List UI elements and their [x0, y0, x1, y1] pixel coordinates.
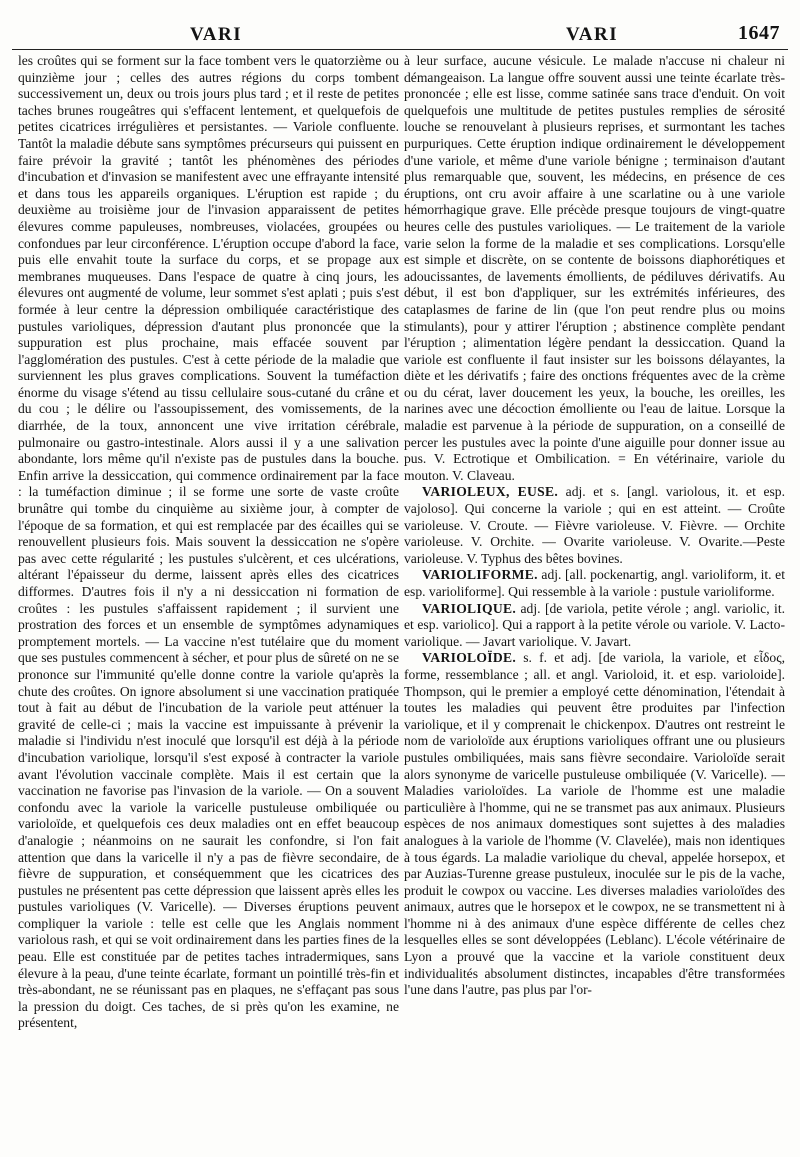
entry-body: s. f. et adj. [de variola, la variole, et εἶδος, forme, ressemblance ; all. et angl. Varioloid, it. et esp. varioloide]. Thompson, qui le premier a employé cette dénomination, l'étendait à toutes les maladies qui peuvent être produites par l'infection variolique, et il y comprenait le chickenpox. D'autres ont restreint le nom de varioloïde aux éruptions varioliques offrant une ou plusieurs pustules ombiliquées, mais sans fièvre secondaire. Varioloïde serait alors synonyme de varicelle pustuleuse ombiliquée (V. Varicelle). — Maladies varioloïdes. La variole de l'homme est une maladie particulière à l'homme, qui ne se transmet pas aux animaux. Plusieurs espèces de nos animaux domestiques sont sujettes à des maladies analogues à la variole de l'homme (V. Clavelée), mais non identiques à tous égards. La maladie variolique du cheval, appelée horsepox, et par Auzias-Turenne grease pustuleux, inoculée sur le pis de la vache, produit le cowpox ou vaccine. Les diverses maladies varioloïdes des animaux, autres que le horsepox et le cowpox, ne se transmettent ni à l'homme ni à des animaux d'une espèce différente de celles chez lesquelles elles se sont développées (Leblanc). L'école vétérinaire de Lyon a prouvé que la vaccine et la variole constituent deux individualités absolument distinctes, incapables d'être transformées l'une dans l'autre, pas plus par l'or- — [404, 650, 785, 998]
running-head-left: VARI — [190, 24, 243, 45]
running-head-right: VARI — [566, 24, 619, 45]
entry-headword: VARIOLIFORME. — [422, 567, 538, 583]
entry-headword: VARIOLEUX, EUSE. — [422, 484, 559, 500]
left-column — [18, 53, 399, 1153]
entry-varioloide — [404, 650, 785, 998]
left-column-text: les croûtes qui se forment sur la face tombent vers le quatorzième ou quinzième jour ; celles des autres régions du corps tombent successivement un, deux ou trois jours plus tard ; et il reste de petites taches brunes rougeâtres qui s'effacent lentement, et quelquefois de petites cicatrices irrégulières et persistantes. — Variole confluente. Tantôt la maladie débute sans symptômes précurseurs qui puissent en faire prévoir la gravité ; tantôt les phénomènes des périodes d'incubation et d'invasion se manifestent avec une effrayante intensité et dans tous les appareils organiques. L'éruption est rapide ; du deuxième au troisième jour de l'invasion apparaissent de petites élevures comme papuleuses, nombreuses, violacées, groupées ou confondues par leur circonférence. L'éruption occupe d'abord la face, puis elle envahit toute la surface du corps, et se propage aux membranes muqueuses. Dans l'espace de quatre à cinq jours, les élevures ont augmenté de volume, leur sommet s'est aplati ; puis s'est formée à leur centre la dépression ombiliquée caractéristique des pustules varioliques, dépression d'autant plus prononcée que la suppuration est plus prochaine, mais effacée souvent par l'agglomération des pustules. C'est à cette période de la maladie que surviennent les plus graves complications. Souvent la tuméfaction énorme du visage s'étend au tissu cellulaire sous-cutané du crâne et du cou ; le délire ou l'assoupissement, des vomissements, de la diarrhée, de la toux, annoncent une vive irritation cérébrale, pulmonaire ou gastro-intestinale. Alors aussi il y a une salivation abondante, lors même qu'il n'existe pas de pustules dans la bouche. Enfin arrive la dessiccation, qui commence ordinairement par la face : la tuméfaction diminue ; il se forme une sorte de vaste croûte brunâtre qui tombe du cinquième au sixième jour, à compter de l'époque de sa formation, et qui est remplacée par des écailles qui se renouvellent plusieurs fois. Mais souvent la dessiccation ne s'opère pas avec cette régularité ; les pustules s'ulcèrent, et ces ulcérations, altérant l'épaisseur du derme, laissent après elles des cicatrices difformes. D'autres fois il n'y a ni dessiccation ni formation de croûtes : les pustules s'affaissent rapidement ; il survient une prostration des forces et un ensemble de symptômes adynamiques promptement mortels. — La vaccine n'est tutélaire que du moment que ses pustules commencent à sécher, et pour plus de sûreté on ne se prononce sur l'immunité qu'elle donne contre la variole qu'après la chute des croûtes. On ignore absolument si une vaccination pratiquée tout à fait au début de l'incubation de la variole peut atténuer la gravité de celle-ci ; mais la vaccine est impuissante à prévenir la maladie si l'individu n'est inoculé que lorsqu'il est déjà à la période d'incubation variolique, lorsqu'il s'est exposé à contracter la variole avant l'évolution vaccinale complète. Mais il est certain que la vaccination ne favorise pas l'invasion de la variole. — On a souvent confondu avec la variole la varicelle pustuleuse ombiliquée ou varioloïde, et quelquefois ces deux maladies ont en effet beaucoup d'analogie ; néanmoins on ne saurait les confondre, si l'on fait attention que dans la varicelle il n'y a pas de fièvre secondaire, de fièvre de suppuration, et conséquemment que les cicatrices des pustules ne présentent pas cette dépression que laissent après elles les pustules varioliques (V. Varicelle). — Diverses éruptions peuvent compliquer la variole : telle est celle que les Anglais nomment variolous rash, et qui se voit ordinairement dans les parties fines de la peau. Elle est constituée par de petites taches intradermiques, sans élevure à la peau, d'une teinte écarlate, formant un pointillé très-fin et très-abondant, ne se réunissant pas en plaques, ne s'effaçant pas sous la pression du doigt. Ces taches, de si près qu'on les examine, ne présentent, — [18, 53, 399, 1031]
entry-varioleux — [404, 484, 785, 567]
right-column — [404, 53, 785, 1153]
header-rule — [12, 49, 788, 50]
entry-body: adj. [all. pockenartig, angl. varioliform, it. et esp. varioliforme]. Qui ressemble à la variole : pustule varioliforme. — [404, 567, 785, 599]
entry-headword: VARIOLOÏDE. — [422, 650, 517, 666]
entry-variolique — [404, 601, 785, 651]
page-number: 1647 — [738, 22, 780, 44]
entry-varioliforme — [404, 567, 785, 600]
entry-body: adj. et s. [angl. variolous, it. et esp. vajoloso]. Qui concerne la variole ; qui en est atteint. — Croûte varioleuse. V. Croute. — Fièvre varioleuse. V. Fièvre. — Orchite varioleuse. V. Orchite. — Ovarite varioleuse. V. Ovarite.—Peste varioleuse. V. Typhus des bêtes bovines. — [404, 484, 785, 566]
entry-headword: VARIOLIQUE. — [422, 600, 517, 616]
right-column-intro: à leur surface, aucune vésicule. Le malade n'accuse ni chaleur ni démangeaison. La langue offre souvent aussi une teinte écarlate très-prononcée ; elle est lisse, comme satinée sans trace d'enduit. On voit quelquefois une multitude de petites pustules remplies de sérosité louche se renouvelant à plusieurs reprises, et surmontant les taches purpuriques. Cette éruption indique ordinairement le développement d'une variole, et même d'une variole bénigne ; terminaison d'autant plus remarquable que, souvent, les médecins, en présence de ces éruptions, ont cru avoir affaire à une scarlatine ou à une variole hémorrhagique grave. Elle précède presque toujours de vingt-quatre heures celle des pustules varioliques. — Le traitement de la variole varie selon la forme de la maladie et ses complications. Lorsqu'elle est simple et discrète, on se contente de boissons diaphorétiques et adoucissantes, de lavements émollients, de pédiluves dérivatifs. Au début, il est bon d'appliquer, sur les extrémités inférieures, des cataplasmes de farine de lin (que l'on peut rendre plus ou moins stimulants), pour y attirer l'éruption ; abstinence complète pendant l'éruption ; alimentation légère pendant la dessiccation. Quand la variole est confluente il faut insister sur les boissons délayantes, la diète et les dérivatifs ; faire des onctions fréquentes avec de la crème ou du cérat, laver doucement les yeux, la bouche, les oreilles, les narines avec une décoction émolliente ou l'eau de laitue. Lorsque la maladie est parvenue à la période de suppuration, on a conseillé de percer les pustules avec la pointe d'une aiguille pour donner issue au pus. V. Ectrotique et Ombilication. = En vétérinaire, variole du mouton. V. Claveau. — [404, 53, 785, 483]
entry-body: adj. [de variola, petite vérole ; angl. variolic, it. et esp. variolico]. Qui a rapport à la petite vérole ou variole. V. Lacto-variolique. — Javart variolique. V. Javart. — [404, 600, 785, 649]
